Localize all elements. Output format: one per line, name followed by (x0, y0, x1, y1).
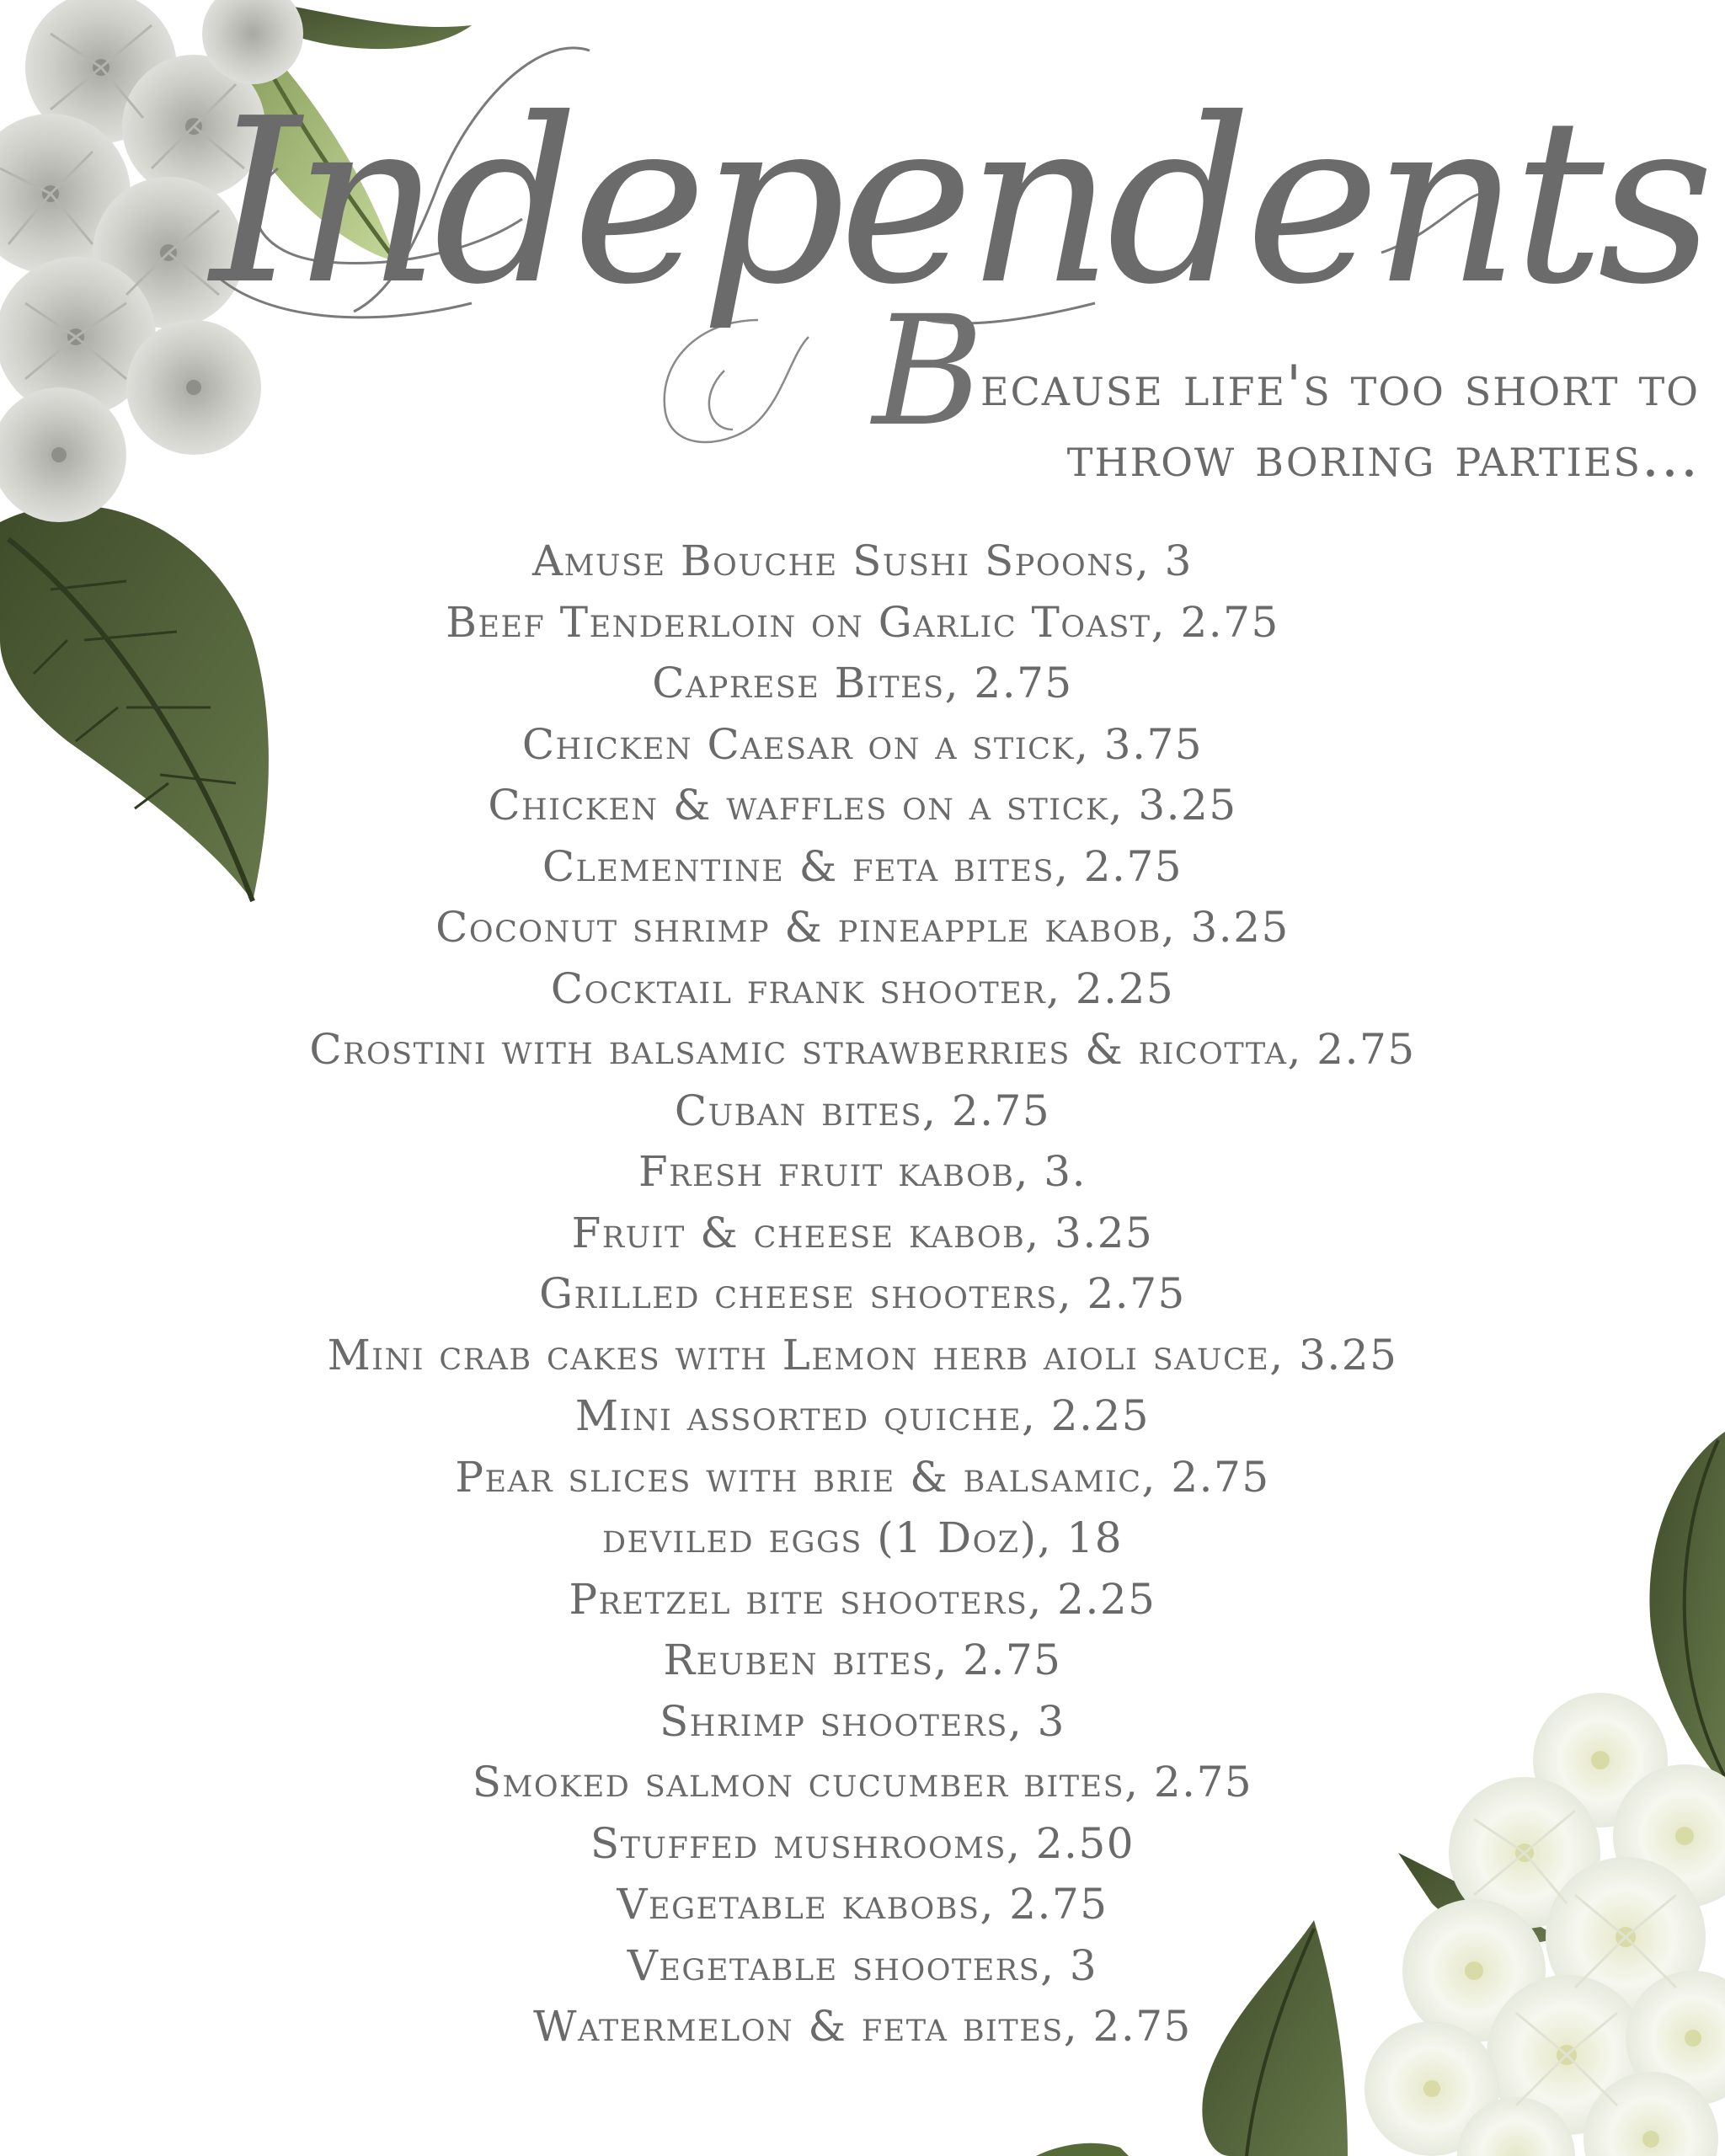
menu-item: deviled eggs (1 Doz), 18 (601, 1513, 1124, 1562)
menu-item: Pretzel bite shooters, 2.25 (569, 1574, 1156, 1624)
menu-item: Beef Tenderloin on Garlic Toast, 2.75 (446, 597, 1279, 647)
menu-item: Crostini with balsamic strawberries & ricotta, 2.75 (309, 1025, 1416, 1074)
menu-item: Mini assorted quiche, 2.25 (574, 1391, 1151, 1440)
tagline-line-1: ecause life's too short to (980, 354, 1700, 419)
menu-item: Vegetable shooters, 3 (627, 1940, 1098, 1990)
menu-item: Fruit & cheese kabob, 3.25 (571, 1208, 1154, 1257)
menu-item: Chicken & waffles on a stick, 3.25 (488, 781, 1237, 830)
tagline (605, 284, 1700, 493)
menu-item: Mini crab cakes with Lemon herb aioli sauce, 3.25 (327, 1330, 1398, 1380)
menu-item: Amuse Bouche Sushi Spoons, 3 (532, 536, 1193, 585)
menu-item: Clementine & feta bites, 2.75 (542, 841, 1183, 891)
menu-item: Pear slices with brie & balsamic, 2.75 (455, 1452, 1270, 1502)
menu-item: Caprese Bites, 2.75 (652, 659, 1073, 707)
menu-list (0, 531, 1725, 2057)
menu-item: Watermelon & feta bites, 2.75 (533, 2002, 1192, 2051)
tagline-line-2: throw boring parties... (1066, 424, 1700, 489)
menu-item: Shrimp shooters, 3 (660, 1696, 1065, 1746)
menu-item: Stuffed mushrooms, 2.50 (590, 1818, 1135, 1868)
tagline-initial: B (872, 284, 985, 460)
page-title: Independents (211, 69, 1708, 334)
menu-item: Grilled cheese shooters, 2.75 (539, 1269, 1186, 1318)
menu-item: Reuben bites, 2.75 (663, 1636, 1062, 1684)
menu-item: Chicken Caesar on a stick, 3.75 (521, 719, 1204, 769)
menu-item: Cuban bites, 2.75 (674, 1086, 1051, 1135)
menu-item: Smoked salmon cucumber bites, 2.75 (472, 1758, 1253, 1806)
menu-item: Vegetable kabobs, 2.75 (617, 1880, 1108, 1929)
menu-item: Fresh fruit kabob, 3. (638, 1147, 1087, 1196)
menu-item: Coconut shrimp & pineapple kabob, 3.25 (435, 903, 1290, 952)
menu-item: Cocktail frank shooter, 2.25 (550, 963, 1175, 1013)
